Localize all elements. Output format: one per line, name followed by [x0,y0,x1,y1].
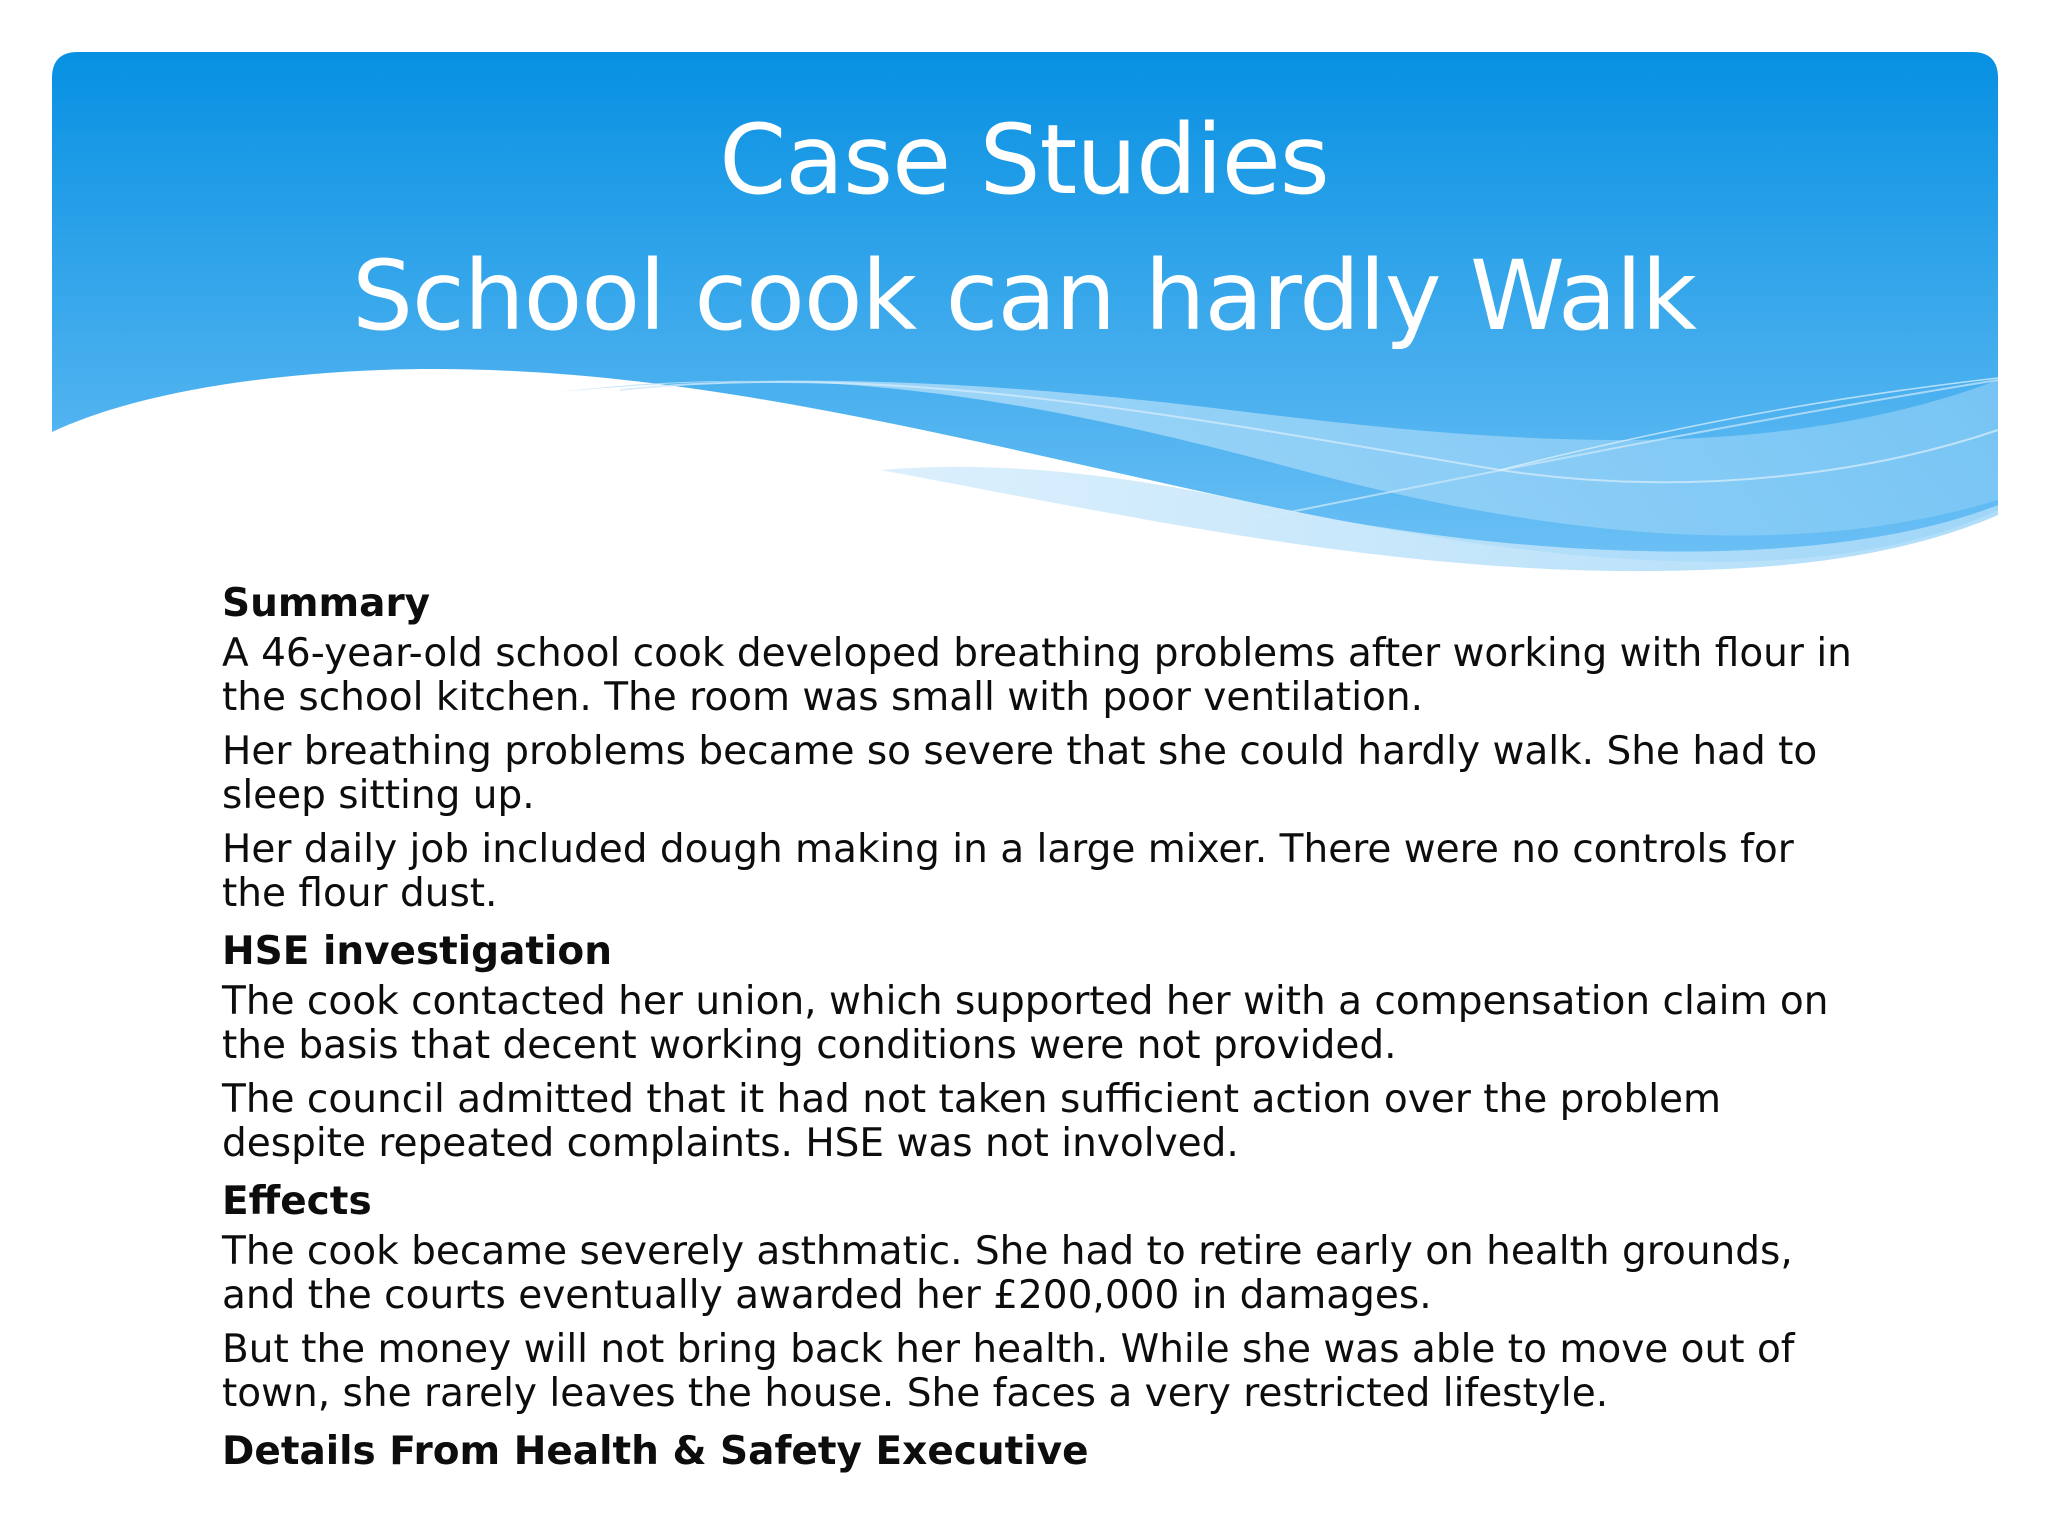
body-text [222,578,1862,1480]
summary-paragraph-1: A 46-year-old school cook developed breathing problems after working with flour in the school kitchen. The room was small with poor ventilation. [222,631,1852,720]
source-credit: Details From Health & Safety Executive [222,1429,1089,1474]
title-line-2: School cook can hardly Walk [352,240,1696,352]
section-heading-summary: Summary [222,581,431,626]
slide-title [0,92,2048,364]
section-heading-hse-investigation: HSE investigation [222,929,612,974]
effects-paragraph-1: The cook became severely asthmatic. She had to retire early on health grounds, and the courts eventually awarded her £200,000 in damages. [222,1229,1793,1318]
title-line-1: Case Studies [719,104,1329,216]
hse-paragraph-2: The council admitted that it had not taken sufficient action over the problem despite repeated complaints. HSE was not involved. [222,1077,1722,1166]
summary-paragraph-3: Her daily job included dough making in a large mixer. There were no controls for the flour dust. [222,827,1794,916]
summary-paragraph-2: Her breathing problems became so severe that she could hardly walk. She had to sleep sitting up. [222,729,1818,818]
section-heading-effects: Effects [222,1179,372,1224]
hse-paragraph-1: The cook contacted her union, which supported her with a compensation claim on the basis that decent working conditions were not provided. [222,979,1829,1068]
effects-paragraph-2: But the money will not bring back her health. While she was able to move out of town, she rarely leaves the house. She faces a very restricted lifestyle. [222,1327,1795,1416]
